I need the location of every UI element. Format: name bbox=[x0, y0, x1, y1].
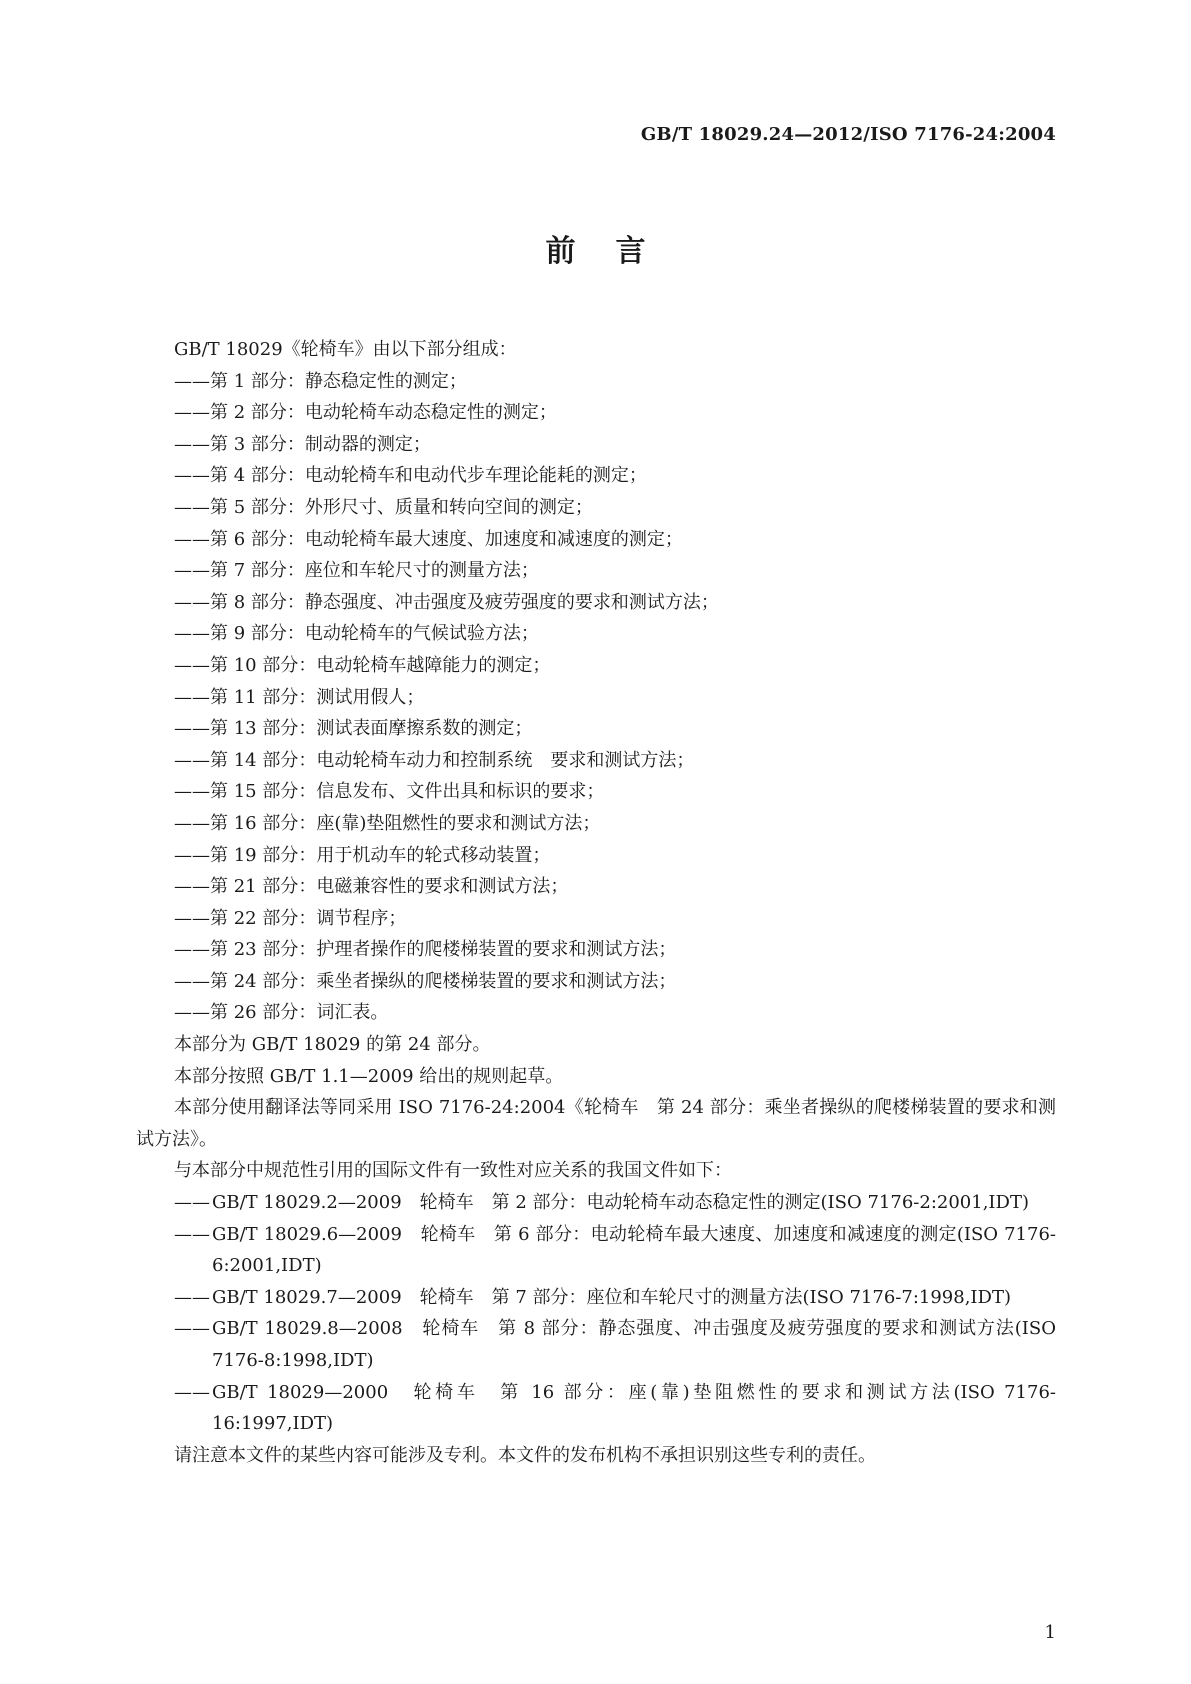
list-item: ——第 26 部分：词汇表。 bbox=[174, 1002, 389, 1024]
list-item: ——第 8 部分：静态强度、冲击强度及疲劳强度的要求和测试方法； bbox=[174, 591, 719, 613]
drafting-rules-statement: 本部分按照 GB/T 1.1—2009 给出的规则起草。 bbox=[174, 1065, 564, 1087]
list-item: ——第 9 部分：电动轮椅车的气候试验方法； bbox=[174, 623, 539, 645]
translation-statement: 本部分使用翻译法等同采用 ISO 7176-24:2004《轮椅车 第 24 部分：乘坐者操纵的爬楼梯装置的要求和测试方法》。 bbox=[136, 1097, 1056, 1150]
correspondence-statement: 与本部分中规范性引用的国际文件有一致性对应关系的我国文件如下： bbox=[174, 1160, 732, 1182]
list-item: ——第 3 部分：制动器的测定； bbox=[174, 433, 431, 455]
list-item: ——第 15 部分：信息发布、文件出具和标识的要求； bbox=[174, 781, 605, 803]
list-item: ——第 10 部分：电动轮椅车越障能力的测定； bbox=[174, 654, 551, 676]
list-item: ——第 23 部分：护理者操作的爬楼梯装置的要求和测试方法； bbox=[174, 939, 677, 961]
foreword-body bbox=[136, 334, 1056, 1471]
patent-notice: 请注意本文件的某些内容可能涉及专利。本文件的发布机构不承担识别这些专利的责任。 bbox=[174, 1444, 876, 1466]
list-item: ——第 24 部分：乘坐者操纵的爬楼梯装置的要求和测试方法； bbox=[174, 970, 677, 992]
list-item: ——第 14 部分：电动轮椅车动力和控制系统 要求和测试方法； bbox=[174, 749, 695, 771]
reference-item: —— GB/T 18029.7—2009 轮椅车 第 7 部分：座位和车轮尺寸的测量方法(ISO 7176-7:1998,IDT) bbox=[174, 1286, 1011, 1308]
part-statement: 本部分为 GB/T 18029 的第 24 部分。 bbox=[174, 1034, 491, 1056]
list-item: ——第 21 部分：电磁兼容性的要求和测试方法； bbox=[174, 876, 569, 898]
list-item: ——第 4 部分：电动轮椅车和电动代步车理论能耗的测定； bbox=[174, 465, 647, 487]
list-item: ——第 5 部分：外形尺寸、质量和转向空间的测定； bbox=[174, 496, 593, 518]
list-item: ——第 6 部分：电动轮椅车最大速度、加速度和减速度的测定； bbox=[174, 528, 683, 550]
parts-list bbox=[136, 366, 1056, 1029]
intro-paragraph: GB/T 18029《轮椅车》由以下部分组成： bbox=[174, 339, 517, 360]
list-item: ——第 22 部分：调节程序； bbox=[174, 907, 407, 929]
reference-item: —— GB/T 18029—2000 轮椅车 第 16 部分：座(靠)垫阻燃性的要求和测试方法(ISO 7176-16:1997,IDT) bbox=[174, 1381, 1056, 1435]
page-title: 前言 bbox=[545, 234, 686, 269]
reference-item: —— GB/T 18029.8—2008 轮椅车 第 8 部分：静态强度、冲击强度及疲劳强度的要求和测试方法(ISO 7176-8:1998,IDT) bbox=[174, 1318, 1056, 1371]
list-item: ——第 19 部分：用于机动车的轮式移动装置； bbox=[174, 844, 551, 866]
reference-list bbox=[136, 1187, 1056, 1440]
list-item: ——第 11 部分：测试用假人； bbox=[174, 686, 425, 708]
list-item: ——第 2 部分：电动轮椅车动态稳定性的测定； bbox=[174, 402, 557, 424]
standard-code-header: GB/T 18029.24—2012/ISO 7176-24:2004 bbox=[640, 124, 1056, 145]
list-item: ——第 7 部分：座位和车轮尺寸的测量方法； bbox=[174, 560, 539, 582]
list-item: ——第 13 部分：测试表面摩擦系数的测定； bbox=[174, 718, 533, 740]
list-item: ——第 16 部分：座(靠)垫阻燃性的要求和测试方法； bbox=[174, 812, 601, 834]
reference-item: —— GB/T 18029.2—2009 轮椅车 第 2 部分：电动轮椅车动态稳定性的测定(ISO 7176-2:2001,IDT) bbox=[174, 1192, 1029, 1214]
page-number: 1 bbox=[1044, 1622, 1056, 1643]
list-item: ——第 1 部分：静态稳定性的测定； bbox=[174, 370, 467, 392]
reference-item: —— GB/T 18029.6—2009 轮椅车 第 6 部分：电动轮椅车最大速度、加速度和减速度的测定(ISO 7176-6:2001,IDT) bbox=[174, 1223, 1056, 1277]
